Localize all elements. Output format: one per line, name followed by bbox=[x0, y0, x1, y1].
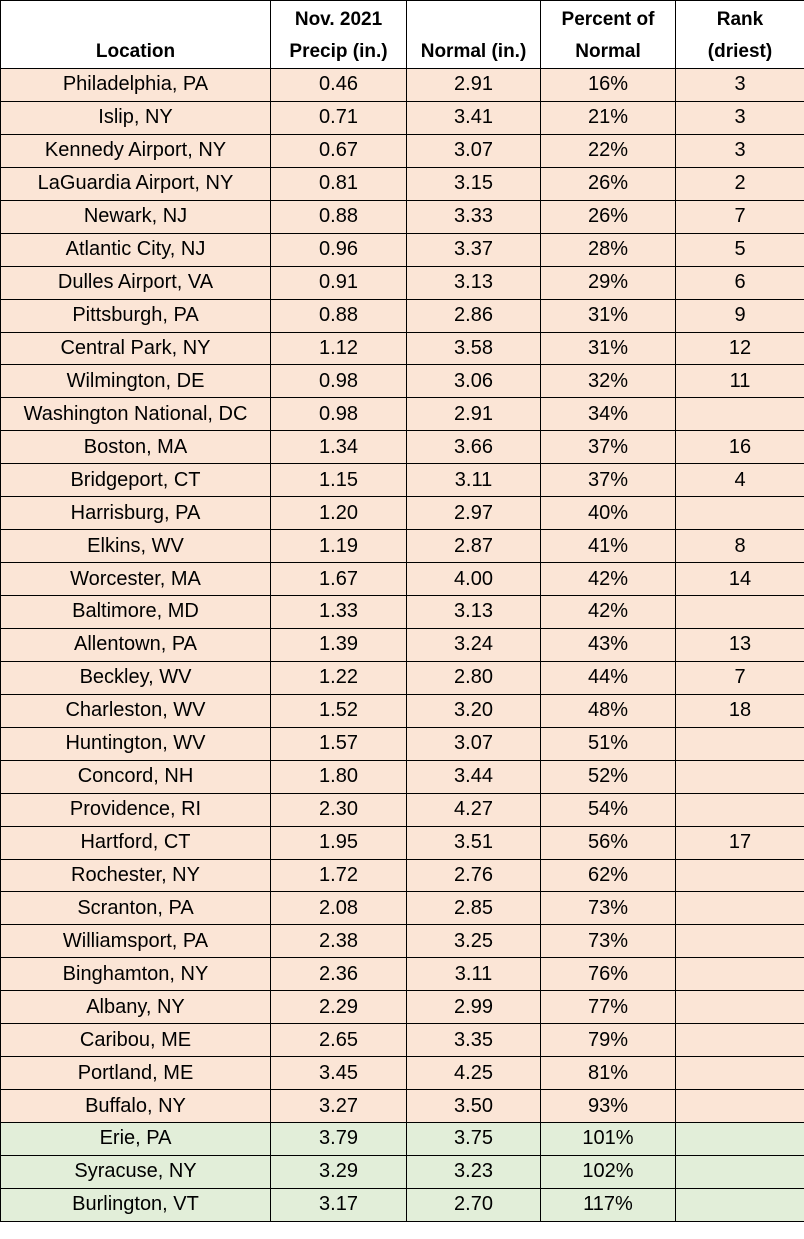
precip-cell: 0.98 bbox=[271, 365, 407, 398]
rank-cell bbox=[676, 859, 804, 892]
location-cell: Buffalo, NY bbox=[1, 1090, 271, 1123]
percent-cell: 51% bbox=[541, 727, 676, 760]
precip-cell: 1.34 bbox=[271, 431, 407, 464]
rank-cell: 7 bbox=[676, 200, 804, 233]
normal-cell: 2.80 bbox=[407, 661, 541, 694]
location-cell: Dulles Airport, VA bbox=[1, 266, 271, 299]
precip-cell: 1.95 bbox=[271, 826, 407, 859]
table-row bbox=[1, 1123, 804, 1156]
table-row bbox=[1, 958, 804, 991]
normal-cell: 3.25 bbox=[407, 925, 541, 958]
percent-cell: 73% bbox=[541, 925, 676, 958]
precip-cell: 2.08 bbox=[271, 892, 407, 925]
percent-cell: 43% bbox=[541, 628, 676, 661]
normal-cell: 4.25 bbox=[407, 1057, 541, 1090]
precip-cell: 0.81 bbox=[271, 167, 407, 200]
location-cell: LaGuardia Airport, NY bbox=[1, 167, 271, 200]
rank-cell bbox=[676, 1188, 804, 1221]
table-row bbox=[1, 332, 804, 365]
table-row bbox=[1, 431, 804, 464]
precip-cell: 0.91 bbox=[271, 266, 407, 299]
header-row bbox=[1, 1, 804, 69]
table-row bbox=[1, 200, 804, 233]
percent-cell: 37% bbox=[541, 431, 676, 464]
percent-cell: 28% bbox=[541, 233, 676, 266]
location-cell: Baltimore, MD bbox=[1, 596, 271, 629]
table-row bbox=[1, 859, 804, 892]
table-row bbox=[1, 1024, 804, 1057]
precip-cell: 2.65 bbox=[271, 1024, 407, 1057]
percent-cell: 29% bbox=[541, 266, 676, 299]
location-cell: Central Park, NY bbox=[1, 332, 271, 365]
location-cell: Atlantic City, NJ bbox=[1, 233, 271, 266]
precip-header-line1: Nov. 2021 bbox=[294, 9, 383, 30]
rank-cell: 3 bbox=[676, 101, 804, 134]
location-cell: Beckley, WV bbox=[1, 661, 271, 694]
normal-cell: 3.66 bbox=[407, 431, 541, 464]
normal-cell: 2.91 bbox=[407, 69, 541, 102]
precip-cell: 1.72 bbox=[271, 859, 407, 892]
normal-cell: 2.70 bbox=[407, 1188, 541, 1221]
precip-cell: 1.12 bbox=[271, 332, 407, 365]
table-row bbox=[1, 628, 804, 661]
precip-cell: 3.45 bbox=[271, 1057, 407, 1090]
normal-cell: 3.07 bbox=[407, 134, 541, 167]
table-row bbox=[1, 233, 804, 266]
rank-cell bbox=[676, 892, 804, 925]
normal-cell: 3.58 bbox=[407, 332, 541, 365]
percent-cell: 34% bbox=[541, 398, 676, 431]
table-row bbox=[1, 365, 804, 398]
precip-cell: 2.36 bbox=[271, 958, 407, 991]
percent-cell: 101% bbox=[541, 1123, 676, 1156]
normal-cell: 3.24 bbox=[407, 628, 541, 661]
normal-cell: 3.13 bbox=[407, 596, 541, 629]
precip-cell: 3.29 bbox=[271, 1155, 407, 1188]
precip-cell: 0.71 bbox=[271, 101, 407, 134]
precip-cell: 1.67 bbox=[271, 563, 407, 596]
precip-cell: 1.52 bbox=[271, 694, 407, 727]
normal-cell: 2.87 bbox=[407, 530, 541, 563]
table-row bbox=[1, 694, 804, 727]
table-row bbox=[1, 101, 804, 134]
normal-cell: 3.33 bbox=[407, 200, 541, 233]
precip-cell: 1.15 bbox=[271, 464, 407, 497]
rank-header-line1: Rank bbox=[716, 9, 764, 30]
precip-cell: 0.46 bbox=[271, 69, 407, 102]
rank-cell: 5 bbox=[676, 233, 804, 266]
percent-cell: 37% bbox=[541, 464, 676, 497]
normal-cell: 3.11 bbox=[407, 464, 541, 497]
normal-header bbox=[407, 1, 541, 69]
normal-header-label: Normal (in.) bbox=[420, 41, 527, 62]
percent-cell: 102% bbox=[541, 1155, 676, 1188]
table-row bbox=[1, 134, 804, 167]
percent-header-line2: Normal bbox=[575, 41, 641, 62]
rank-cell: 6 bbox=[676, 266, 804, 299]
rank-cell bbox=[676, 1090, 804, 1123]
precip-cell: 0.67 bbox=[271, 134, 407, 167]
normal-cell: 3.75 bbox=[407, 1123, 541, 1156]
table-row bbox=[1, 760, 804, 793]
location-cell: Harrisburg, PA bbox=[1, 497, 271, 530]
rank-cell bbox=[676, 596, 804, 629]
rank-header bbox=[676, 1, 804, 69]
percent-cell: 77% bbox=[541, 991, 676, 1024]
percent-cell: 26% bbox=[541, 167, 676, 200]
table-row bbox=[1, 991, 804, 1024]
precip-cell: 1.80 bbox=[271, 760, 407, 793]
table-row bbox=[1, 1057, 804, 1090]
location-cell: Elkins, WV bbox=[1, 530, 271, 563]
rank-cell bbox=[676, 497, 804, 530]
precip-cell: 2.38 bbox=[271, 925, 407, 958]
precip-cell: 3.79 bbox=[271, 1123, 407, 1156]
precip-cell: 3.17 bbox=[271, 1188, 407, 1221]
rank-header-line2: (driest) bbox=[707, 41, 773, 62]
location-cell: Erie, PA bbox=[1, 1123, 271, 1156]
location-cell: Huntington, WV bbox=[1, 727, 271, 760]
percent-cell: 62% bbox=[541, 859, 676, 892]
location-cell: Bridgeport, CT bbox=[1, 464, 271, 497]
precip-cell: 1.33 bbox=[271, 596, 407, 629]
location-header-label: Location bbox=[95, 41, 176, 62]
rank-cell bbox=[676, 1057, 804, 1090]
percent-cell: 31% bbox=[541, 332, 676, 365]
table-row bbox=[1, 563, 804, 596]
rank-cell: 8 bbox=[676, 530, 804, 563]
precip-cell: 1.22 bbox=[271, 661, 407, 694]
table-row bbox=[1, 1090, 804, 1123]
location-cell: Pittsburgh, PA bbox=[1, 299, 271, 332]
location-cell: Hartford, CT bbox=[1, 826, 271, 859]
location-cell: Caribou, ME bbox=[1, 1024, 271, 1057]
precip-header-line2: Precip (in.) bbox=[289, 41, 388, 62]
table-body bbox=[1, 69, 804, 1222]
table-row bbox=[1, 727, 804, 760]
location-cell: Newark, NJ bbox=[1, 200, 271, 233]
normal-cell: 2.86 bbox=[407, 299, 541, 332]
percent-header-line1: Percent of bbox=[561, 9, 655, 30]
table-row bbox=[1, 497, 804, 530]
table-row bbox=[1, 793, 804, 826]
normal-cell: 3.50 bbox=[407, 1090, 541, 1123]
location-cell: Philadelphia, PA bbox=[1, 69, 271, 102]
table-row bbox=[1, 398, 804, 431]
precip-cell: 0.88 bbox=[271, 299, 407, 332]
table-row bbox=[1, 1155, 804, 1188]
rank-cell bbox=[676, 793, 804, 826]
location-header bbox=[1, 1, 271, 69]
location-cell: Scranton, PA bbox=[1, 892, 271, 925]
percent-cell: 56% bbox=[541, 826, 676, 859]
location-cell: Syracuse, NY bbox=[1, 1155, 271, 1188]
table-row bbox=[1, 69, 804, 102]
location-cell: Allentown, PA bbox=[1, 628, 271, 661]
rank-cell bbox=[676, 991, 804, 1024]
table-row bbox=[1, 925, 804, 958]
location-cell: Burlington, VT bbox=[1, 1188, 271, 1221]
precip-header bbox=[271, 1, 407, 69]
precip-cell: 0.88 bbox=[271, 200, 407, 233]
percent-cell: 40% bbox=[541, 497, 676, 530]
table-row bbox=[1, 266, 804, 299]
percent-cell: 42% bbox=[541, 563, 676, 596]
percent-cell: 79% bbox=[541, 1024, 676, 1057]
normal-cell: 3.13 bbox=[407, 266, 541, 299]
table-row bbox=[1, 299, 804, 332]
normal-cell: 3.06 bbox=[407, 365, 541, 398]
rank-cell: 9 bbox=[676, 299, 804, 332]
table-row bbox=[1, 464, 804, 497]
rank-cell: 7 bbox=[676, 661, 804, 694]
location-cell: Kennedy Airport, NY bbox=[1, 134, 271, 167]
rank-cell: 17 bbox=[676, 826, 804, 859]
rank-cell: 14 bbox=[676, 563, 804, 596]
percent-cell: 52% bbox=[541, 760, 676, 793]
location-cell: Providence, RI bbox=[1, 793, 271, 826]
precip-cell: 2.29 bbox=[271, 991, 407, 1024]
normal-cell: 3.20 bbox=[407, 694, 541, 727]
normal-cell: 3.44 bbox=[407, 760, 541, 793]
rank-cell: 18 bbox=[676, 694, 804, 727]
precip-cell: 2.30 bbox=[271, 793, 407, 826]
normal-cell: 4.27 bbox=[407, 793, 541, 826]
normal-cell: 3.11 bbox=[407, 958, 541, 991]
precip-cell: 3.27 bbox=[271, 1090, 407, 1123]
rank-cell bbox=[676, 398, 804, 431]
percent-cell: 26% bbox=[541, 200, 676, 233]
location-cell: Binghamton, NY bbox=[1, 958, 271, 991]
precip-cell: 1.39 bbox=[271, 628, 407, 661]
location-cell: Rochester, NY bbox=[1, 859, 271, 892]
rank-cell bbox=[676, 925, 804, 958]
table-row bbox=[1, 826, 804, 859]
rank-cell bbox=[676, 1123, 804, 1156]
normal-cell: 3.35 bbox=[407, 1024, 541, 1057]
rank-cell: 11 bbox=[676, 365, 804, 398]
percent-cell: 73% bbox=[541, 892, 676, 925]
location-cell: Charleston, WV bbox=[1, 694, 271, 727]
table-row bbox=[1, 167, 804, 200]
normal-cell: 3.07 bbox=[407, 727, 541, 760]
location-cell: Wilmington, DE bbox=[1, 365, 271, 398]
table-row bbox=[1, 661, 804, 694]
table-row bbox=[1, 530, 804, 563]
location-cell: Washington National, DC bbox=[1, 398, 271, 431]
normal-cell: 2.99 bbox=[407, 991, 541, 1024]
normal-cell: 3.23 bbox=[407, 1155, 541, 1188]
location-cell: Worcester, MA bbox=[1, 563, 271, 596]
table-row bbox=[1, 1188, 804, 1221]
percent-cell: 93% bbox=[541, 1090, 676, 1123]
location-cell: Concord, NH bbox=[1, 760, 271, 793]
percent-cell: 54% bbox=[541, 793, 676, 826]
normal-cell: 4.00 bbox=[407, 563, 541, 596]
rank-cell bbox=[676, 727, 804, 760]
rank-cell bbox=[676, 1155, 804, 1188]
normal-cell: 2.91 bbox=[407, 398, 541, 431]
percent-cell: 42% bbox=[541, 596, 676, 629]
table-row bbox=[1, 892, 804, 925]
rank-cell: 16 bbox=[676, 431, 804, 464]
normal-cell: 2.85 bbox=[407, 892, 541, 925]
rank-cell: 13 bbox=[676, 628, 804, 661]
percent-cell: 16% bbox=[541, 69, 676, 102]
percent-cell: 41% bbox=[541, 530, 676, 563]
location-cell: Islip, NY bbox=[1, 101, 271, 134]
percent-cell: 117% bbox=[541, 1188, 676, 1221]
rank-cell bbox=[676, 760, 804, 793]
rank-cell: 3 bbox=[676, 134, 804, 167]
percent-cell: 31% bbox=[541, 299, 676, 332]
percent-cell: 22% bbox=[541, 134, 676, 167]
percent-cell: 76% bbox=[541, 958, 676, 991]
precip-cell: 0.96 bbox=[271, 233, 407, 266]
percent-cell: 21% bbox=[541, 101, 676, 134]
percent-cell: 48% bbox=[541, 694, 676, 727]
location-cell: Boston, MA bbox=[1, 431, 271, 464]
rank-cell: 12 bbox=[676, 332, 804, 365]
location-cell: Williamsport, PA bbox=[1, 925, 271, 958]
precip-cell: 1.19 bbox=[271, 530, 407, 563]
rank-cell bbox=[676, 958, 804, 991]
precip-cell: 1.20 bbox=[271, 497, 407, 530]
normal-cell: 3.41 bbox=[407, 101, 541, 134]
precip-cell: 0.98 bbox=[271, 398, 407, 431]
rank-cell bbox=[676, 1024, 804, 1057]
precip-cell: 1.57 bbox=[271, 727, 407, 760]
normal-cell: 3.15 bbox=[407, 167, 541, 200]
percent-cell: 32% bbox=[541, 365, 676, 398]
normal-cell: 2.97 bbox=[407, 497, 541, 530]
table-row bbox=[1, 596, 804, 629]
location-cell: Albany, NY bbox=[1, 991, 271, 1024]
percent-header bbox=[541, 1, 676, 69]
percent-cell: 81% bbox=[541, 1057, 676, 1090]
rank-cell: 2 bbox=[676, 167, 804, 200]
rank-cell: 3 bbox=[676, 69, 804, 102]
normal-cell: 3.51 bbox=[407, 826, 541, 859]
location-cell: Portland, ME bbox=[1, 1057, 271, 1090]
rank-cell: 4 bbox=[676, 464, 804, 497]
percent-cell: 44% bbox=[541, 661, 676, 694]
normal-cell: 3.37 bbox=[407, 233, 541, 266]
normal-cell: 2.76 bbox=[407, 859, 541, 892]
